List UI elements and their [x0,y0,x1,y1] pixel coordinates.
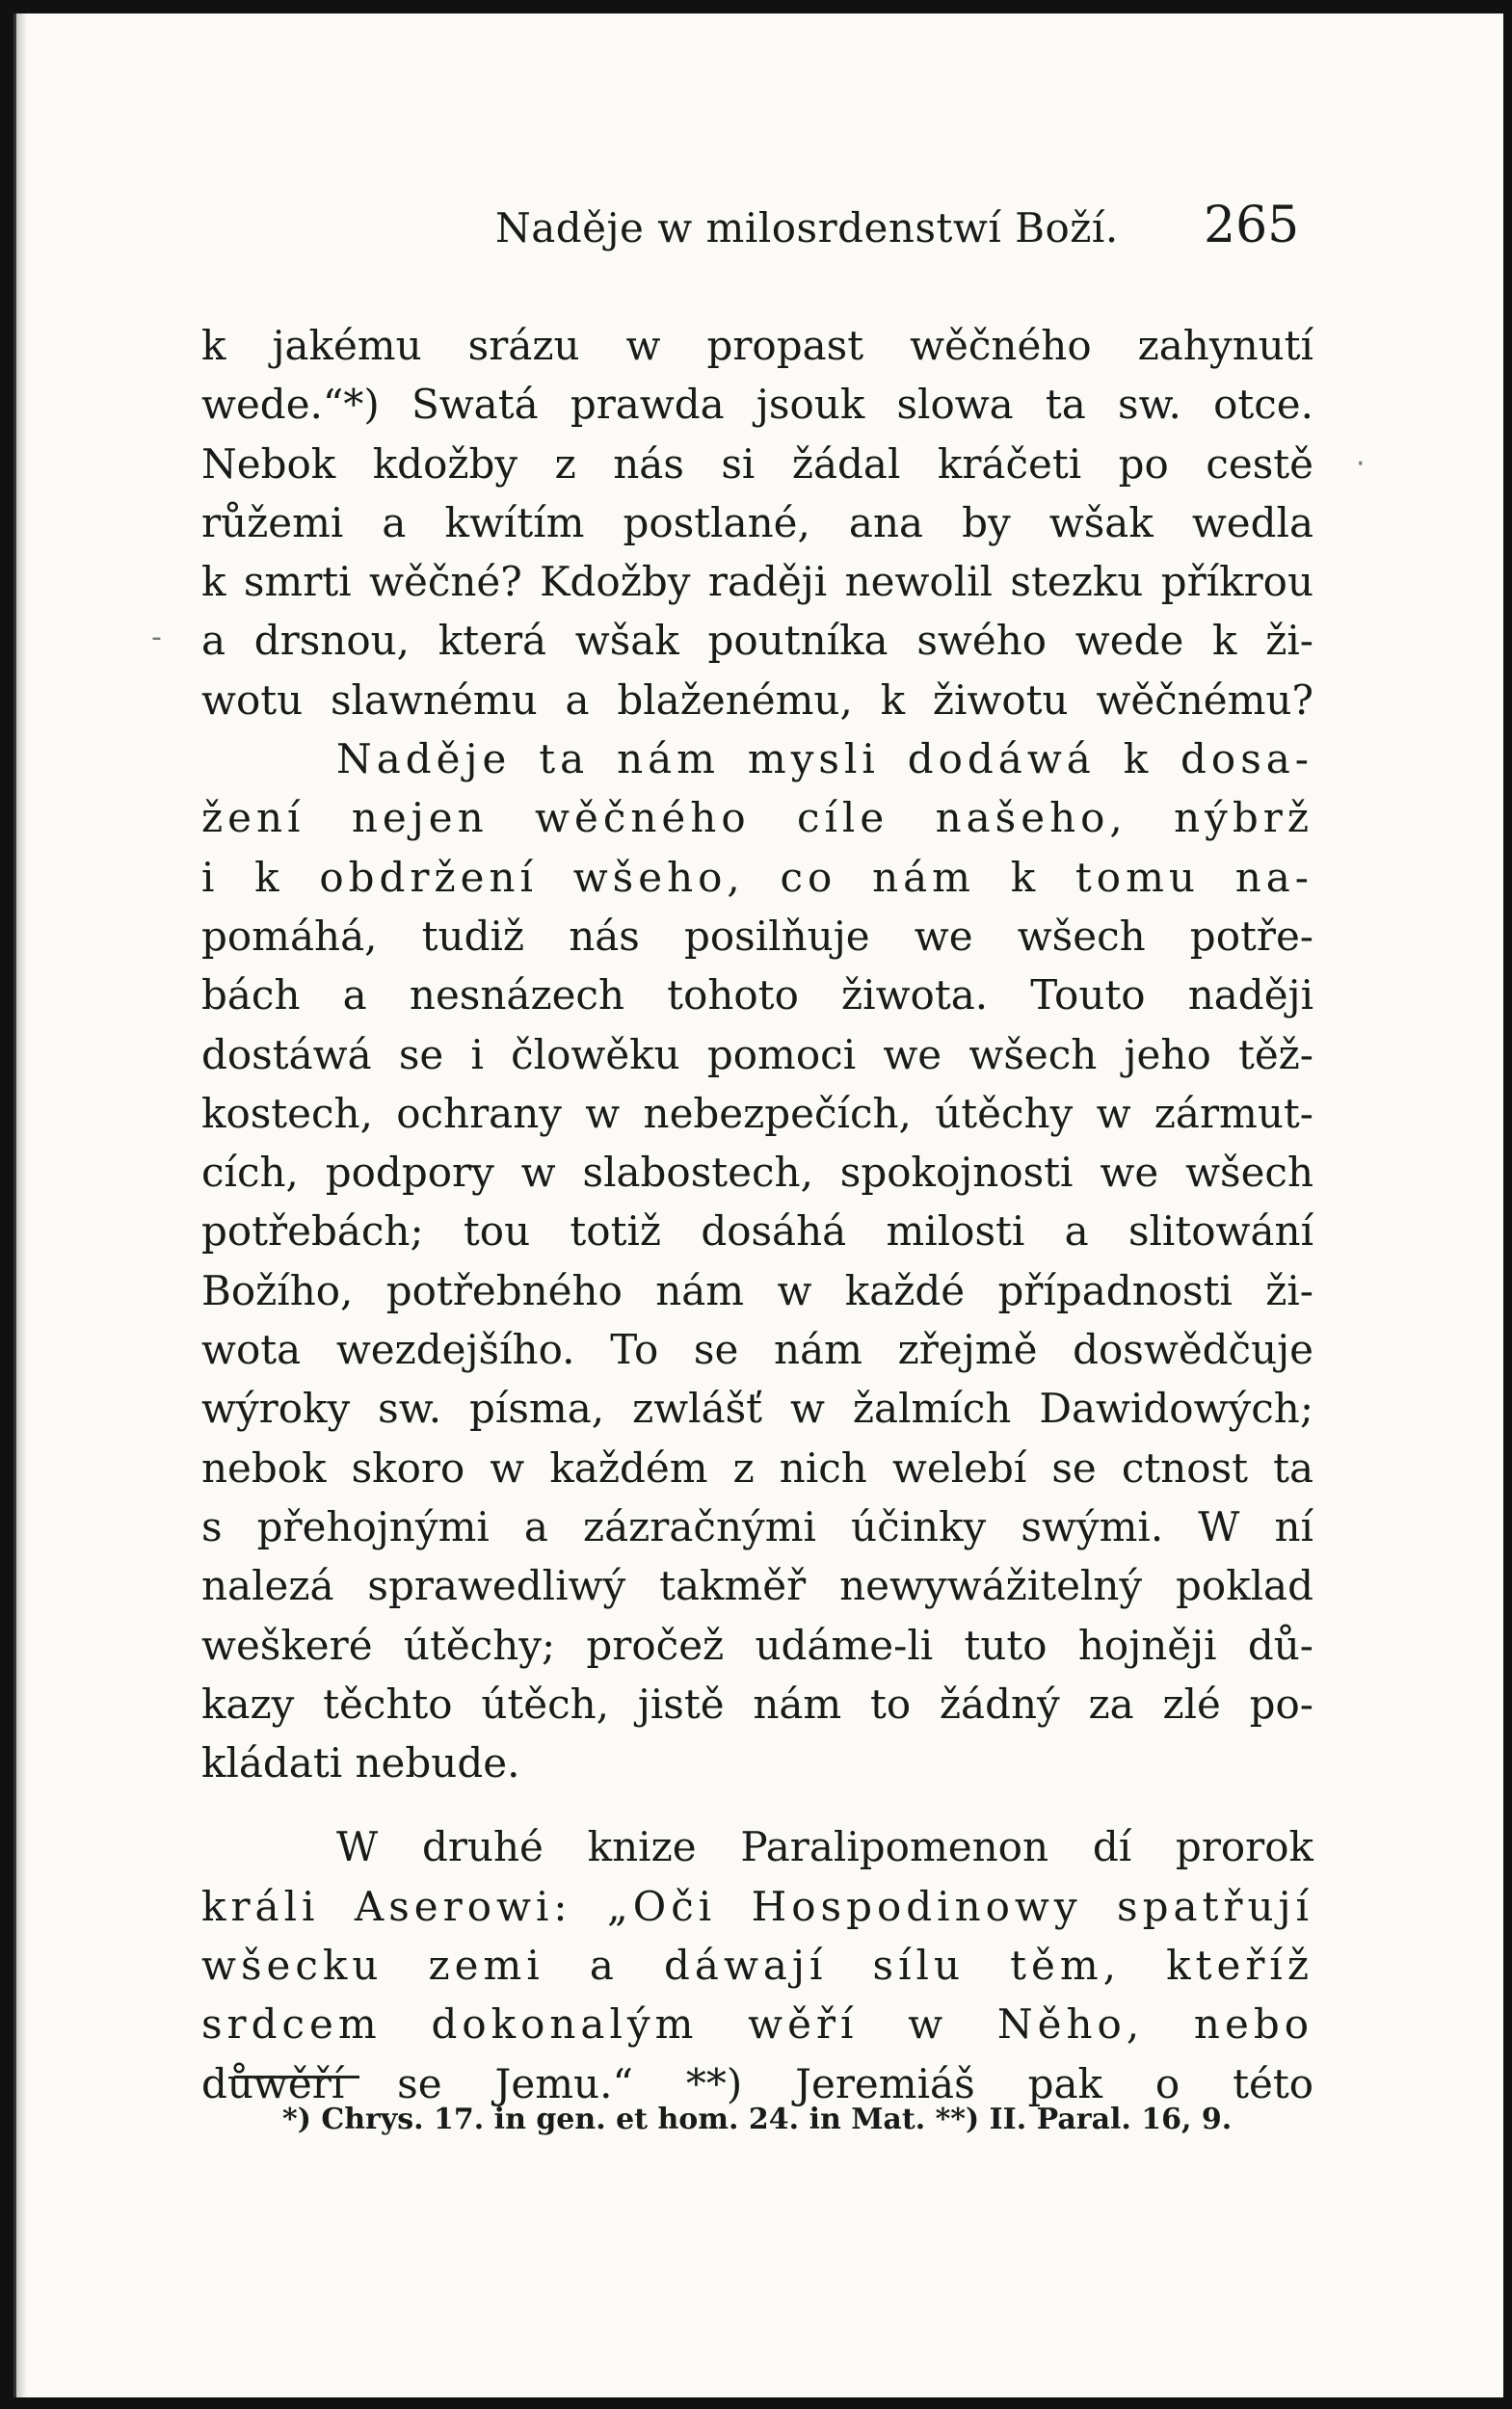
book-page [13,13,1503,2397]
text-line: wšecku zemi a dáwají sílu těm, kteříž [201,1942,1313,1990]
paragraph-gap [201,1792,1313,1817]
text-line: weškeré útěchy; pročež udáme-li tuto hojněji dů- [201,1621,1313,1669]
footnote: *) Chrys. 17. in gen. et hom. 24. in Mat. **) II. Paral. 16, 9. [282,2103,1233,2136]
text-line: Nebok kdožby z nás si žádal kráčeti po cestě [201,439,1313,488]
text-line: srdcem dokonalým wěří w Něho, nebo [201,2000,1313,2049]
text-line: i k obdržení wšeho, co nám k tomu na- [201,853,1313,901]
margin-dot: · [1356,447,1366,481]
running-head: Naděje w milosrdenstwí Boží. [495,204,1119,251]
text-line: žení nejen wěčného cíle našeho, nýbrž [201,794,1313,842]
text-line: růžemi a kwítím postlané, ana by wšak wedla [201,498,1313,546]
text-line: W druhé knize Paralipomenon dí prorok [336,1823,1313,1871]
text-line: kládati nebude. [201,1739,520,1787]
text-line: potřebách; tou totiž dosáhá milosti a slitowání [201,1207,1313,1256]
text-line: Naděje ta nám mysli dodáwá k dosa- [336,735,1313,783]
text-line: wýroky sw. písma, zwlášť w žalmích Dawidowých; [201,1385,1313,1433]
text-line: s přehojnými a zázračnými účinky swými. W ní [201,1502,1313,1550]
margin-dash: - [151,621,162,654]
text-line: Božího, potřebného nám w každé případnosti ži- [201,1266,1313,1314]
text-line: wota wezdejšího. To se nám zřejmě doswědčuje [201,1326,1313,1374]
text-line: bách a nesnázech tohoto žiwota. Touto naději [201,971,1313,1019]
text-line: nalezá sprawedliwý takměř newywážitelný poklad [201,1562,1313,1610]
page-edge-shadow [13,13,27,2397]
page-header [16,197,1503,264]
text-line: kostech, ochrany w nebezpečích, útěchy w zármut- [201,1089,1313,1137]
body-text [201,316,1313,2113]
footnote-divider [234,2076,359,2078]
page-number: 265 [1204,197,1300,254]
text-line: pomáhá, tudiž nás posilňuje we wšech potře- [201,912,1313,960]
text-line: cích, podpory w slabostech, spokojnosti we wšech [201,1149,1313,1197]
text-line: k jakému srázu w propast wěčného zahynutí [201,322,1313,369]
text-line: wotu slawnému a blaženému, k žiwotu wěčnému? [201,675,1313,724]
text-line: a drsnou, která wšak poutníka swého wede k ži- [201,617,1313,665]
text-line: wede.“*) Swatá prawda jsouk slowa ta sw. otce. [201,381,1313,429]
text-line: důwěří se Jemu.“ **) Jeremiáš pak o této [201,2059,1313,2107]
text-line: kazy těchto útěch, jistě nám to žádný za zlé po- [201,1680,1313,1728]
text-line: nebok skoro w každém z nich welebí se ctnost ta [201,1443,1313,1492]
text-line: králi Aserowi: „Oči Hospodinowy spatřují [201,1882,1313,1930]
text-line: dostáwá se i člowěku pomoci we wšech jeho těž- [201,1030,1313,1078]
text-line: k smrti wěčné? Kdožby raději newolil stezku příkrou [201,558,1313,606]
